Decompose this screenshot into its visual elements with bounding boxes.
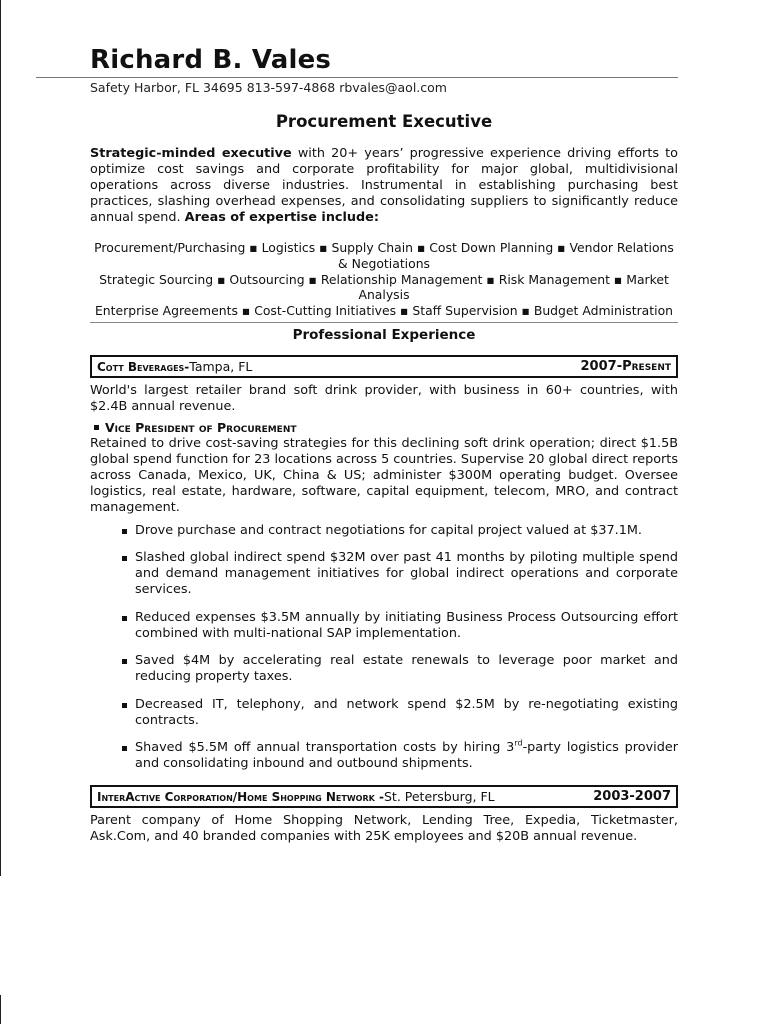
company-description: Parent company of Home Shopping Network, Lending Tree, Expedia, Ticketmaster, Ask.Com, and 40 branded companies with 25K employees and $20B annual revenue.	[90, 813, 678, 845]
section-title-experience: Professional Experience	[292, 326, 476, 343]
company-name: Cott Beverages-	[97, 359, 190, 374]
headline-title: Procurement Executive	[275, 112, 493, 131]
achievement-item: Decreased IT, telephony, and network spend $2.5M by re-negotiating existing contracts.	[135, 696, 678, 728]
section-rule	[90, 322, 678, 323]
job-header-iac	[90, 785, 678, 808]
role-description: Retained to drive cost-saving strategies for this declining soft drink operation; direct $1.5B global spend function for 23 locations across 5 countries. Supervise 20 global direct reports across Canada, Mexico, UK, China & US; administer $300M operating budget. Oversee logistics, real estate, hardware, software, capital equipment, telecom, MRO, and contract management.	[90, 435, 678, 515]
job-header-cott	[90, 355, 678, 378]
expertise-line: Procurement/Purchasing ▪ Logistics ▪ Supply Chain ▪ Cost Down Planning ▪ Vendor Relations & Negotiations	[94, 240, 674, 271]
bullet-square-icon	[94, 425, 99, 430]
company-location: Tampa, FL	[189, 358, 253, 374]
resume-page	[90, 44, 678, 845]
header-rule	[36, 77, 678, 78]
summary-body: with 20+ years’ progressive experience driving efforts to optimize cost savings and corporate profitability for major global, multidivisional operations across diverse industries. Instrumental in establishing purchasing best practices, slashing overhead expenses, and consolidating suppliers to significantly reduce annual spend.	[90, 146, 678, 225]
summary-paragraph	[90, 146, 678, 226]
candidate-name: Richard B. Vales	[90, 45, 332, 75]
company-location: St. Petersburg, FL	[383, 789, 495, 805]
expertise-list	[90, 240, 678, 319]
achievement-list	[90, 523, 678, 773]
job-role	[90, 420, 678, 436]
expertise-line: Enterprise Agreements ▪ Cost-Cutting Initiatives ▪ Staff Supervision ▪ Budget Administration	[94, 303, 674, 319]
job-dates: 2007-Present	[580, 358, 671, 374]
achievement-item: Shaved $5.5M off annual transportation costs by hiring 3rd-party logistics provider and consolidating inbound and outbound shipments.	[135, 739, 678, 772]
contact-info: Safety Harbor, FL 34695 813-597-4868 rbvales@aol.com	[90, 80, 447, 95]
expertise-line: Strategic Sourcing ▪ Outsourcing ▪ Relationship Management ▪ Risk Management ▪ Market Analysis	[99, 271, 669, 303]
achievement-item: Slashed global indirect spend $32M over past 41 months by piloting multiple spend and demand management initiatives for global indirect operations and corporate services.	[135, 550, 678, 598]
summary-lead: Strategic-minded executive	[90, 146, 292, 161]
job-dates: 2003-2007	[593, 789, 671, 805]
page-edge-left-lower	[0, 995, 1, 1024]
company-description: World's largest retailer brand soft drink provider, with business in 60+ countries, with $2.4B annual revenue.	[90, 382, 678, 414]
achievement-item: Drove purchase and contract negotiations for capital project valued at $37.1M.	[135, 523, 678, 539]
expertise-label: Areas of expertise include:	[184, 210, 379, 225]
achievement-item: Reduced expenses $3.5M annually by initiating Business Process Outsourcing effort combined with multi-national SAP implementation.	[135, 609, 678, 641]
achievement-item: Saved $4M by accelerating real estate renewals to leverage poor market and reducing property taxes.	[135, 653, 678, 685]
page-edge-left	[0, 0, 1, 876]
role-title: Vice President of Procurement	[105, 419, 297, 435]
company-name: InterActive Corporation/Home Shopping Network -	[97, 790, 384, 805]
